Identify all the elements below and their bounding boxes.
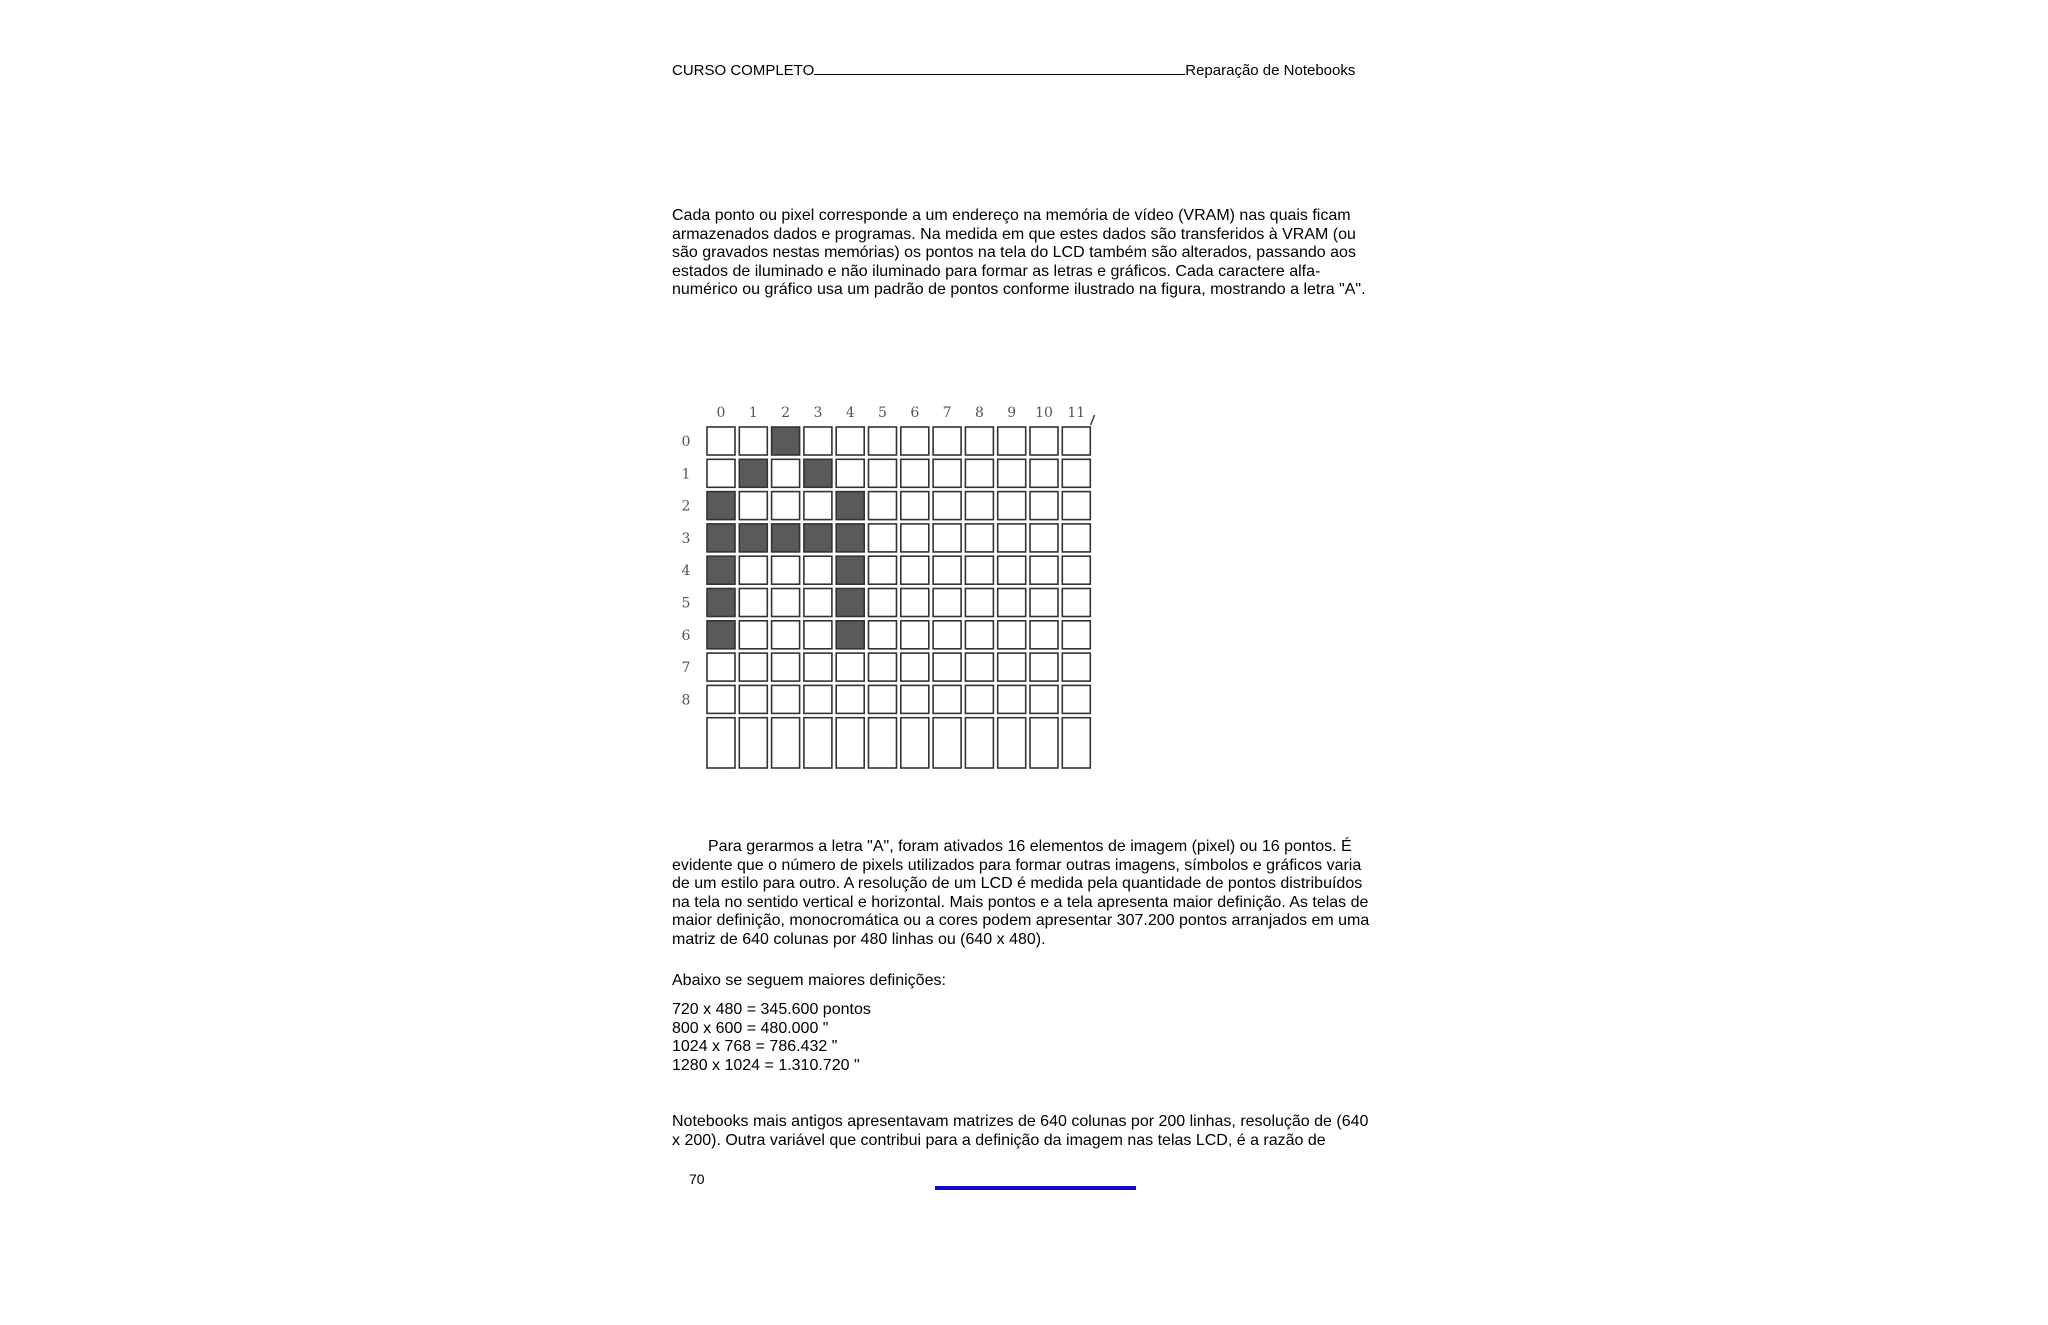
- pixel-on: [836, 621, 864, 649]
- pixel-off: [933, 589, 961, 617]
- pixel-off: [901, 524, 929, 552]
- pixel-off: [707, 427, 735, 455]
- pixel-off: [772, 492, 800, 520]
- pixel-on: [836, 589, 864, 617]
- pixel-on: [707, 589, 735, 617]
- row-label: 0: [681, 434, 691, 450]
- pixel-off: [965, 556, 993, 584]
- pixel-off: [1030, 621, 1058, 649]
- column-label: 0: [716, 405, 726, 421]
- pixel-off: [1030, 524, 1058, 552]
- resolution-list: [672, 1001, 871, 1075]
- pixel-off: [739, 653, 767, 681]
- pixel-on: [739, 524, 767, 552]
- pixel-off: [1062, 556, 1090, 584]
- pixel-off: [1062, 653, 1090, 681]
- pixel-off: [739, 427, 767, 455]
- column-label: 4: [845, 405, 855, 421]
- pixel-off: [901, 685, 929, 713]
- pixel-off: [998, 653, 1026, 681]
- pixel-off: [804, 556, 832, 584]
- pixel-off: [1030, 459, 1058, 487]
- pixel-on: [739, 459, 767, 487]
- pixel-off: [1030, 556, 1058, 584]
- pixel-off: [933, 653, 961, 681]
- pixel-off: [739, 556, 767, 584]
- pixel-off: [869, 427, 897, 455]
- pixel-off: [869, 589, 897, 617]
- pixel-off: [869, 524, 897, 552]
- pixel-off: [933, 524, 961, 552]
- page-header: [672, 62, 1356, 79]
- resolution-item: 800 x 600 = 480.000 ": [672, 1019, 829, 1037]
- pixel-off: [739, 621, 767, 649]
- paragraph-pixel-intro: Cada ponto ou pixel corresponde a um endereço na memória de vídeo (VRAM) nas quais ficam armazenados dados e programas. Na medida em que estes dados são transferidos à VRAM (ou são gravados nestas memórias) os pontos na tela do LCD também são alterados, passando aos estados de iluminado e não iluminado para formar as letras e gráficos. Cada caractere alfa-numérico ou gráfico usa um padrão de pontos conforme ilustrado na figura, mostrando a letra "A".: [672, 207, 1366, 299]
- pixel-on: [772, 524, 800, 552]
- pixel-off: [836, 459, 864, 487]
- pixel-off: [836, 653, 864, 681]
- pixel-on: [707, 524, 735, 552]
- pixel-off: [869, 718, 897, 768]
- pixel-off: [739, 718, 767, 768]
- pixel-off: [1062, 589, 1090, 617]
- column-label: 9: [1007, 405, 1017, 421]
- pixel-off: [869, 621, 897, 649]
- pixel-off: [965, 492, 993, 520]
- pixel-off: [965, 427, 993, 455]
- pixel-off: [998, 556, 1026, 584]
- pixel-off: [1030, 589, 1058, 617]
- pixel-off: [933, 427, 961, 455]
- pixel-off: [804, 492, 832, 520]
- pixel-off: [1062, 427, 1090, 455]
- row-label: 2: [681, 498, 691, 515]
- row-label: 7: [681, 660, 691, 677]
- pixel-off: [1062, 718, 1090, 768]
- column-label: 6: [910, 405, 920, 421]
- pixel-off: [869, 685, 897, 713]
- pixel-off: [772, 685, 800, 713]
- row-label: 8: [681, 692, 691, 709]
- column-label: 3: [813, 405, 823, 421]
- pixel-off: [1062, 685, 1090, 713]
- pixel-off: [836, 718, 864, 768]
- pixel-off: [965, 524, 993, 552]
- paragraph-letter-a-text: Para gerarmos a letra "A", foram ativados 16 elementos de imagem (pixel) ou 16 pontos. É evidente que o número de pixels utilizados para formar outras imagens, símbolos e gráficos varia de um estilo para outro. A resolução de um LCD é medida pela quantidade de pontos distribuídos na tela no sentido vertical e horizontal. Mais pontos e a tela apresenta maior definição. As telas de maior definição, monocromática ou a cores podem apresentar 307.200 pontos arranjados em uma matriz de 640 colunas por 480 linhas ou (640 x 480).: [672, 838, 1370, 948]
- pixel-off: [869, 653, 897, 681]
- pixel-off: [933, 556, 961, 584]
- pixel-off: [836, 427, 864, 455]
- pixel-off: [901, 718, 929, 768]
- pixel-off: [1030, 653, 1058, 681]
- pixel-off: [772, 653, 800, 681]
- pixel-off: [965, 653, 993, 681]
- column-label: 7: [942, 405, 952, 421]
- pixel-off: [804, 653, 832, 681]
- pixel-off: [1062, 621, 1090, 649]
- pixel-on: [707, 621, 735, 649]
- row-label: 6: [681, 627, 691, 644]
- pixel-off: [804, 718, 832, 768]
- pixel-off: [739, 492, 767, 520]
- row-label: 1: [681, 466, 691, 483]
- pixel-off: [707, 685, 735, 713]
- pixel-off: [933, 459, 961, 487]
- resolution-item: 1280 x 1024 = 1.310.720 ": [672, 1056, 860, 1074]
- column-label: 10: [1035, 405, 1053, 421]
- pixel-off: [901, 459, 929, 487]
- pixel-on: [804, 524, 832, 552]
- pixel-matrix-figure: [672, 355, 1100, 770]
- pixel-off: [772, 459, 800, 487]
- paragraph-older-notebooks: Notebooks mais antigos apresentavam matrizes de 640 colunas por 200 linhas, resolução de (640 x 200). Outra variável que contribui para a definição da imagem nas telas LCD, é a razão de: [672, 1113, 1369, 1149]
- pixel-on: [707, 492, 735, 520]
- pixel-off: [901, 427, 929, 455]
- resolution-item: 720 x 480 = 345.600 pontos: [672, 1001, 871, 1018]
- paragraph-letter-a: [672, 838, 1372, 950]
- pixel-on: [804, 459, 832, 487]
- pixel-off: [901, 589, 929, 617]
- pixel-off: [998, 459, 1026, 487]
- column-label: 1: [748, 405, 758, 421]
- header-right: Reparação de Notebooks: [1185, 62, 1356, 79]
- column-label: 5: [878, 405, 887, 421]
- resolution-item: 1024 x 768 = 786.432 ": [672, 1038, 838, 1056]
- pixel-off: [901, 653, 929, 681]
- column-label: 2: [781, 405, 791, 421]
- pixel-off: [804, 685, 832, 713]
- pixel-on: [836, 524, 864, 552]
- pixel-off: [739, 589, 767, 617]
- pixel-off: [901, 492, 929, 520]
- pixel-off: [1062, 459, 1090, 487]
- pixel-off: [998, 685, 1026, 713]
- pixel-off: [1062, 524, 1090, 552]
- paragraph-definitions-intro: Abaixo se seguem maiores definições:: [672, 972, 946, 989]
- pixel-off: [739, 685, 767, 713]
- pixel-on: [836, 556, 864, 584]
- pixel-off: [933, 685, 961, 713]
- header-rule: [814, 62, 1185, 75]
- pixel-off: [772, 718, 800, 768]
- pixel-off: [772, 621, 800, 649]
- pixel-off: [998, 718, 1026, 768]
- pixel-off: [804, 427, 832, 455]
- pixel-on: [836, 492, 864, 520]
- pixel-off: [998, 621, 1026, 649]
- column-label: 11: [1067, 405, 1086, 421]
- pixel-off: [965, 621, 993, 649]
- pixel-off: [772, 589, 800, 617]
- pixel-off: [933, 492, 961, 520]
- header-left: CURSO COMPLETO: [672, 62, 815, 79]
- pixel-off: [965, 589, 993, 617]
- pixel-off: [998, 492, 1026, 520]
- pixel-off: [965, 459, 993, 487]
- pixel-off: [836, 685, 864, 713]
- pixel-off: [933, 621, 961, 649]
- pixel-on: [707, 556, 735, 584]
- pixel-off: [998, 524, 1026, 552]
- row-label: 5: [681, 595, 691, 612]
- pixel-off: [804, 621, 832, 649]
- pixel-off: [804, 589, 832, 617]
- pixel-off: [772, 556, 800, 584]
- pixel-matrix-svg: [672, 355, 1100, 770]
- pixel-off: [965, 685, 993, 713]
- pixel-off: [1030, 427, 1058, 455]
- pixel-on: [772, 427, 800, 455]
- pixel-off: [901, 556, 929, 584]
- pixel-off: [998, 589, 1026, 617]
- pixel-off: [707, 653, 735, 681]
- row-label: 4: [681, 563, 691, 580]
- pixel-off: [1062, 492, 1090, 520]
- footer-link-bar: [935, 1186, 1136, 1190]
- pixel-off: [1030, 718, 1058, 768]
- pixel-off: [1030, 492, 1058, 520]
- row-label: 3: [681, 530, 691, 547]
- pixel-off: [1030, 685, 1058, 713]
- page-number: 70: [689, 1171, 705, 1187]
- column-label: 8: [974, 405, 984, 421]
- pixel-off: [965, 718, 993, 768]
- pixel-off: [998, 427, 1026, 455]
- pixel-off: [901, 621, 929, 649]
- grid-corner-mark: [1091, 415, 1095, 425]
- pixel-off: [869, 492, 897, 520]
- pixel-off: [869, 459, 897, 487]
- pixel-off: [869, 556, 897, 584]
- pixel-off: [707, 718, 735, 768]
- pixel-off: [707, 459, 735, 487]
- pixel-off: [933, 718, 961, 768]
